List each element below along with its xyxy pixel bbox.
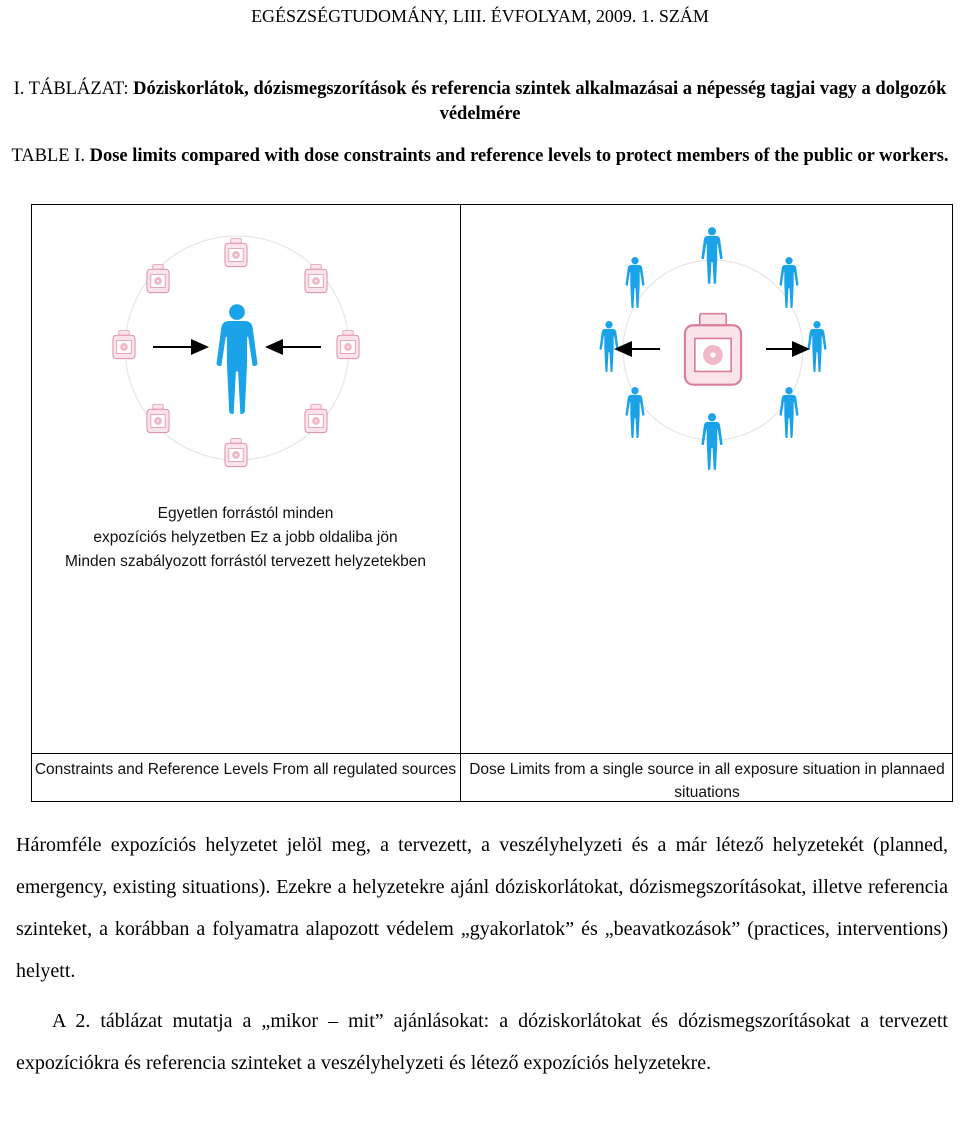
- table-caption-hungarian: [0, 77, 960, 127]
- caption-prefix-en: TABLE I.: [11, 146, 90, 166]
- dose-limits-label: Dose Limits from a single source in all exposure situation in plannaed situations: [469, 761, 945, 801]
- radioactive-source-icon: [685, 314, 741, 385]
- note-line: Minden szabályozott forrástól tervezett helyzetekben: [65, 553, 426, 570]
- constraints-label: Constraints and Reference Levels From all regulated sources: [34, 761, 457, 778]
- table-caption-english: [0, 143, 960, 169]
- caption-title-en: Dose limits compared with dose constraints and reference levels to protect members of the public or workers.: [89, 146, 949, 166]
- body-paragraph: Háromféle expozíciós helyzetet jelöl meg, a tervezett, a veszélyhelyzeti és a már létező helyzetekét (planned, emergency, existing situations). Ezekre a helyzetekre ajánl dóziskorlátokat, dózismegszorításokat, illetve referencia szinteket, a korábban a folyamatra alapozott védelem „gyakorlatok” és „beavatkozások” (practices, interventions) helyett.: [16, 834, 948, 982]
- single-source-many-people-figure: [588, 220, 838, 470]
- table-column-divider: [460, 204, 461, 802]
- caption-title-hu: Dóziskorlátok, dózismegszorítások és referencia szintek alkalmazásai a népesség tagjai vagy a dolgozók védelmére: [133, 79, 947, 124]
- left-column-note: [31, 502, 460, 574]
- journal-header: EGÉSZSÉGTUDOMÁNY, LIII. ÉVFOLYAM, 2009. 1. SZÁM: [251, 6, 709, 26]
- note-line: expozíciós helyzetben Ez a jobb oldaliba jön: [93, 529, 398, 546]
- caption-prefix-hu: I. TÁBLÁZAT:: [13, 79, 134, 99]
- note-line: Egyetlen forrástól minden: [157, 505, 334, 522]
- single-person-many-sources-figure: [85, 218, 455, 480]
- body-paragraph: A 2. táblázat mutatja a „mikor – mit” ajánlásokat: a dóziskorlátokat és dózismegszorításokat a tervezett expozíciókra és referencia szinteket a veszélyhelyzeti és létező expozíciós helyzetekre.: [16, 1010, 948, 1074]
- table-row-divider: [31, 753, 953, 754]
